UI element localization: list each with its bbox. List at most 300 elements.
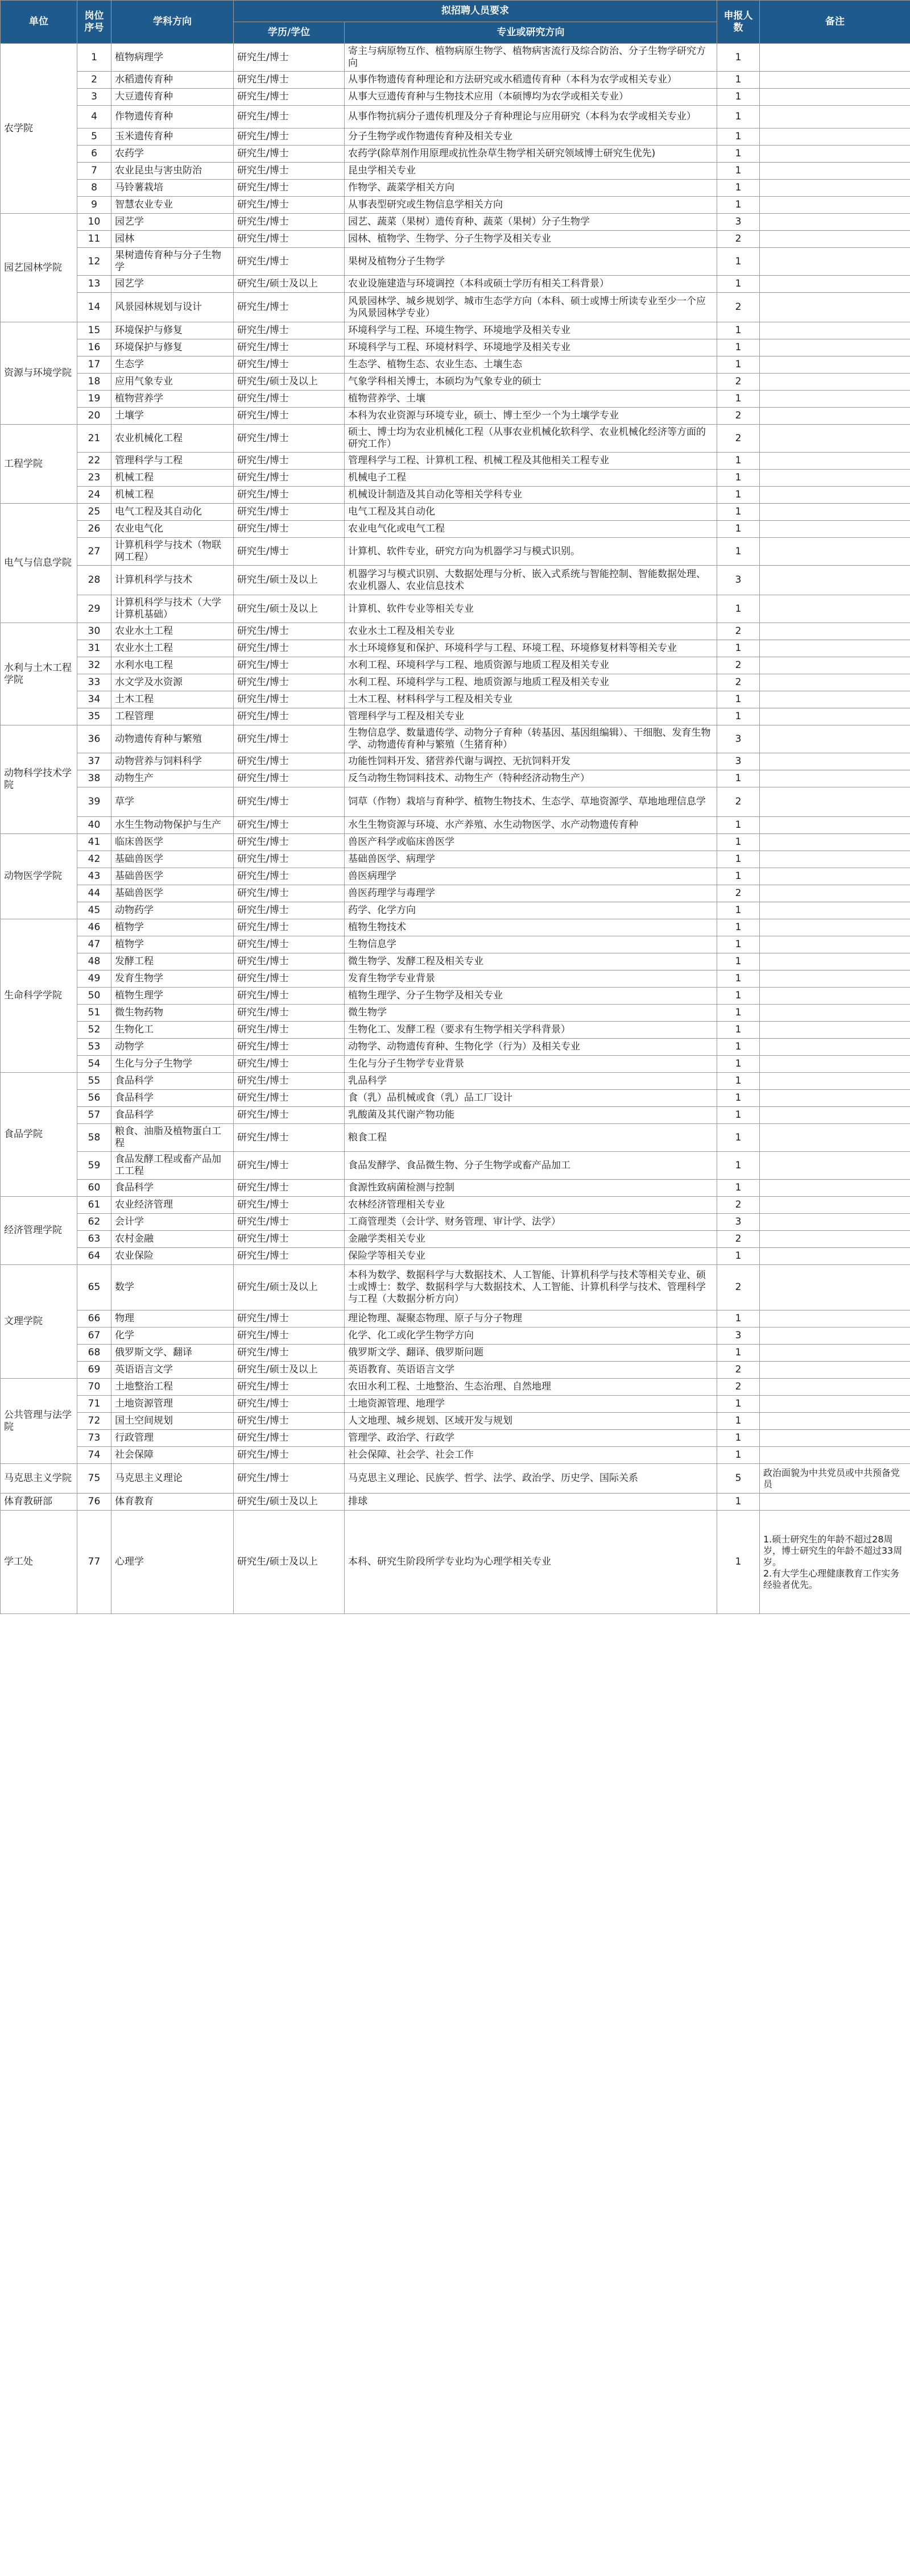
discipline-cell: 粮食、油脂及植物蛋白工程 (111, 1124, 234, 1152)
count-cell: 3 (717, 214, 760, 231)
table-row (1, 1180, 910, 1197)
post-no-cell: 43 (77, 868, 111, 885)
major-cell: 本科为数学、数据科学与大数据技术、人工智能、计算机科学与技术等相关专业、硕士或博士：数学、数据科学与大数据技术、人工智能、计算机科学与技术、管理科学与工程（大数据分析方向） (345, 1265, 717, 1310)
discipline-cell: 园林 (111, 231, 234, 248)
major-cell: 基础兽医学、病理学 (345, 851, 717, 868)
degree-cell: 研究生/硕士及以上 (234, 595, 345, 623)
remark-cell (760, 919, 910, 936)
discipline-cell: 行政管理 (111, 1430, 234, 1447)
major-cell: 饲草（作物）栽培与育种学、植物生物技术、生态学、草地资源学、草地地理信息学 (345, 787, 717, 817)
degree-cell: 研究生/博士 (234, 44, 345, 72)
count-cell: 1 (717, 691, 760, 708)
table-row (1, 180, 910, 197)
remark-cell (760, 1430, 910, 1447)
count-cell: 1 (717, 1107, 760, 1124)
table-row (1, 504, 910, 521)
discipline-cell: 动物生产 (111, 770, 234, 787)
table-row (1, 231, 910, 248)
table-row (1, 408, 910, 425)
remark-cell (760, 276, 910, 293)
major-cell: 土地资源管理、地理学 (345, 1396, 717, 1413)
table-row (1, 89, 910, 106)
header-major: 专业或研究方向 (345, 22, 717, 44)
count-cell: 1 (717, 72, 760, 89)
remark-cell (760, 691, 910, 708)
table-row (1, 566, 910, 595)
post-no-cell: 18 (77, 374, 111, 391)
remark-cell (760, 787, 910, 817)
major-cell: 水土环境修复和保护、环境科学与工程、环境工程、环境修复材料等相关专业 (345, 640, 717, 657)
count-cell: 1 (717, 851, 760, 868)
major-cell: 管理学、政治学、行政学 (345, 1430, 717, 1447)
discipline-cell: 微生物药物 (111, 1005, 234, 1022)
major-cell: 食（乳）品机械或食（乳）品工厂设计 (345, 1090, 717, 1107)
post-no-cell: 30 (77, 623, 111, 640)
post-no-cell: 51 (77, 1005, 111, 1022)
remark-cell (760, 1152, 910, 1180)
remark-cell (760, 339, 910, 356)
discipline-cell: 农村金融 (111, 1231, 234, 1248)
remark-cell (760, 1310, 910, 1328)
degree-cell: 研究生/博士 (234, 538, 345, 566)
discipline-cell: 草学 (111, 787, 234, 817)
degree-cell: 研究生/博士 (234, 1231, 345, 1248)
remark-cell (760, 1248, 910, 1265)
discipline-cell: 土地资源管理 (111, 1396, 234, 1413)
unit-cell: 生命科学学院 (1, 919, 77, 1073)
major-cell: 水利工程、环境科学与工程、地质资源与地质工程及相关专业 (345, 674, 717, 691)
table-row (1, 919, 910, 936)
count-cell: 1 (717, 868, 760, 885)
count-cell: 1 (717, 128, 760, 146)
table-row (1, 1005, 910, 1022)
degree-cell: 研究生/博士 (234, 1005, 345, 1022)
post-no-cell: 77 (77, 1511, 111, 1614)
count-cell: 1 (717, 817, 760, 834)
remark-cell (760, 770, 910, 787)
discipline-cell: 发酵工程 (111, 953, 234, 970)
count-cell: 2 (717, 1197, 760, 1214)
post-no-cell: 13 (77, 276, 111, 293)
post-no-cell: 75 (77, 1464, 111, 1494)
remark-cell (760, 391, 910, 408)
remark-cell (760, 408, 910, 425)
count-cell: 1 (717, 89, 760, 106)
degree-cell: 研究生/博士 (234, 1090, 345, 1107)
major-cell: 园艺、蔬菜（果树）遗传育种、蔬菜（果树）分子生物学 (345, 214, 717, 231)
major-cell: 农药学(除草剂作用原理或抗性杂草生物学相关研究领域博士研究生优先) (345, 146, 717, 163)
table-row (1, 640, 910, 657)
remark-cell (760, 1494, 910, 1511)
remark-cell (760, 623, 910, 640)
post-no-cell: 5 (77, 128, 111, 146)
major-cell: 生态学、植物生态、农业生态、土壤生态 (345, 356, 717, 374)
remark-cell (760, 1328, 910, 1345)
count-cell: 1 (717, 248, 760, 276)
table-row (1, 770, 910, 787)
remark-cell (760, 1180, 910, 1197)
count-cell: 3 (717, 1214, 760, 1231)
remark-cell (760, 1265, 910, 1310)
count-cell: 1 (717, 919, 760, 936)
major-cell: 生物化工、发酵工程（要求有生物学相关学科背景） (345, 1022, 717, 1039)
post-no-cell: 45 (77, 902, 111, 919)
count-cell: 1 (717, 180, 760, 197)
table-row (1, 470, 910, 487)
post-no-cell: 23 (77, 470, 111, 487)
post-no-cell: 29 (77, 595, 111, 623)
degree-cell: 研究生/博士 (234, 919, 345, 936)
remark-cell (760, 72, 910, 89)
remark-cell (760, 1379, 910, 1396)
remark-cell (760, 1396, 910, 1413)
table-row (1, 163, 910, 180)
degree-cell: 研究生/博士 (234, 1328, 345, 1345)
remark-cell (760, 1447, 910, 1464)
post-no-cell: 50 (77, 988, 111, 1005)
table-row (1, 1430, 910, 1447)
discipline-cell: 生态学 (111, 356, 234, 374)
major-cell: 药学、化学方向 (345, 902, 717, 919)
count-cell: 3 (717, 1328, 760, 1345)
table-row (1, 1248, 910, 1265)
remark-cell (760, 453, 910, 470)
major-cell: 环境科学与工程、环境生物学、环境地学及相关专业 (345, 322, 717, 339)
degree-cell: 研究生/博士 (234, 1197, 345, 1214)
post-no-cell: 1 (77, 44, 111, 72)
count-cell: 1 (717, 1413, 760, 1430)
count-cell: 1 (717, 1039, 760, 1056)
degree-cell: 研究生/博士 (234, 953, 345, 970)
discipline-cell: 国土空间规划 (111, 1413, 234, 1430)
major-cell: 管理科学与工程、计算机工程、机械工程及其他相关工程专业 (345, 453, 717, 470)
post-no-cell: 38 (77, 770, 111, 787)
remark-cell (760, 248, 910, 276)
post-no-cell: 24 (77, 487, 111, 504)
post-no-cell: 16 (77, 339, 111, 356)
post-no-cell: 62 (77, 1214, 111, 1231)
discipline-cell: 工程管理 (111, 708, 234, 725)
discipline-cell: 农药学 (111, 146, 234, 163)
table-row (1, 595, 910, 623)
count-cell: 1 (717, 470, 760, 487)
unit-cell: 公共管理与法学院 (1, 1379, 77, 1464)
remark-cell (760, 163, 910, 180)
table-row (1, 248, 910, 276)
major-cell: 植物生理学、分子生物学及相关专业 (345, 988, 717, 1005)
degree-cell: 研究生/博士 (234, 640, 345, 657)
degree-cell: 研究生/博士 (234, 1039, 345, 1056)
remark-cell: 政治面貌为中共党员或中共预备党员 (760, 1464, 910, 1494)
table-row (1, 1107, 910, 1124)
major-cell: 兽医药理学与毒理学 (345, 885, 717, 902)
degree-cell: 研究生/博士 (234, 787, 345, 817)
degree-cell: 研究生/硕士及以上 (234, 1362, 345, 1379)
post-no-cell: 36 (77, 725, 111, 753)
degree-cell: 研究生/博士 (234, 1073, 345, 1090)
degree-cell: 研究生/硕士及以上 (234, 374, 345, 391)
remark-cell (760, 902, 910, 919)
table-row (1, 1310, 910, 1328)
table-row (1, 674, 910, 691)
post-no-cell: 25 (77, 504, 111, 521)
post-no-cell: 10 (77, 214, 111, 231)
count-cell: 1 (717, 1248, 760, 1265)
degree-cell: 研究生/博士 (234, 1345, 345, 1362)
table-row (1, 902, 910, 919)
post-no-cell: 57 (77, 1107, 111, 1124)
table-row (1, 885, 910, 902)
post-no-cell: 22 (77, 453, 111, 470)
major-cell: 风景园林学、城乡规划学、城市生态学方向（本科、硕士或博士所读专业至少一个应为风景园林学专业） (345, 293, 717, 322)
remark-cell (760, 146, 910, 163)
major-cell: 昆虫学相关专业 (345, 163, 717, 180)
major-cell: 农业设施建造与环境调控（本科或硕士学历有相关工科背景） (345, 276, 717, 293)
major-cell: 兽医病理学 (345, 868, 717, 885)
remark-cell (760, 674, 910, 691)
discipline-cell: 环境保护与修复 (111, 322, 234, 339)
post-no-cell: 4 (77, 106, 111, 128)
count-cell: 1 (717, 1124, 760, 1152)
discipline-cell: 食品科学 (111, 1073, 234, 1090)
header-count: 申报人数 (717, 1, 760, 44)
header-unit: 单位 (1, 1, 77, 44)
post-no-cell: 68 (77, 1345, 111, 1362)
table-row (1, 725, 910, 753)
degree-cell: 研究生/博士 (234, 408, 345, 425)
count-cell: 1 (717, 988, 760, 1005)
count-cell: 1 (717, 106, 760, 128)
table-row (1, 487, 910, 504)
remark-cell (760, 640, 910, 657)
discipline-cell: 农业水土工程 (111, 623, 234, 640)
post-no-cell: 74 (77, 1447, 111, 1464)
post-no-cell: 12 (77, 248, 111, 276)
table-row (1, 953, 910, 970)
unit-cell: 电气与信息学院 (1, 504, 77, 623)
degree-cell: 研究生/博士 (234, 970, 345, 988)
major-cell: 从事作物遗传育种理论和方法研究或水稻遗传育种（本科为农学或相关专业） (345, 72, 717, 89)
major-cell: 乳酸菌及其代谢产物功能 (345, 1107, 717, 1124)
count-cell: 2 (717, 623, 760, 640)
remark-cell (760, 1413, 910, 1430)
count-cell: 1 (717, 276, 760, 293)
post-no-cell: 39 (77, 787, 111, 817)
count-cell: 1 (717, 1005, 760, 1022)
major-cell: 生物信息学 (345, 936, 717, 953)
major-cell: 动物学、动物遗传育种、生物化学（行为）及相关专业 (345, 1039, 717, 1056)
unit-cell: 动物科学技术学院 (1, 725, 77, 834)
remark-cell (760, 1022, 910, 1039)
count-cell: 1 (717, 356, 760, 374)
unit-cell: 文理学院 (1, 1265, 77, 1379)
remark-cell (760, 1005, 910, 1022)
post-no-cell: 61 (77, 1197, 111, 1214)
major-cell: 人文地理、城乡规划、区域开发与规划 (345, 1413, 717, 1430)
discipline-cell: 生物化工 (111, 1022, 234, 1039)
discipline-cell: 俄罗斯文学、翻译 (111, 1345, 234, 1362)
degree-cell: 研究生/博士 (234, 293, 345, 322)
count-cell: 2 (717, 657, 760, 674)
table-row (1, 356, 910, 374)
discipline-cell: 水利水电工程 (111, 657, 234, 674)
degree-cell: 研究生/博士 (234, 1152, 345, 1180)
discipline-cell: 化学 (111, 1328, 234, 1345)
discipline-cell: 水生生物动物保护与生产 (111, 817, 234, 834)
major-cell: 农业水土工程及相关专业 (345, 623, 717, 640)
discipline-cell: 植物营养学 (111, 391, 234, 408)
table-row (1, 1231, 910, 1248)
remark-cell (760, 356, 910, 374)
table-row (1, 657, 910, 674)
remark-cell (760, 1214, 910, 1231)
table-row (1, 936, 910, 953)
table-row (1, 970, 910, 988)
table-row (1, 1073, 910, 1090)
unit-cell: 经济管理学院 (1, 1197, 77, 1265)
discipline-cell: 计算机科学与技术 (111, 566, 234, 595)
post-no-cell: 47 (77, 936, 111, 953)
post-no-cell: 58 (77, 1124, 111, 1152)
major-cell: 农林经济管理相关专业 (345, 1197, 717, 1214)
remark-cell (760, 885, 910, 902)
count-cell: 1 (717, 1090, 760, 1107)
post-no-cell: 35 (77, 708, 111, 725)
remark-cell (760, 953, 910, 970)
degree-cell: 研究生/博士 (234, 1379, 345, 1396)
table-row (1, 197, 910, 214)
table-row (1, 276, 910, 293)
post-no-cell: 73 (77, 1430, 111, 1447)
count-cell: 1 (717, 595, 760, 623)
discipline-cell: 植物学 (111, 919, 234, 936)
post-no-cell: 49 (77, 970, 111, 988)
unit-cell: 工程学院 (1, 425, 77, 504)
post-no-cell: 31 (77, 640, 111, 657)
major-cell: 社会保障、社会学、社会工作 (345, 1447, 717, 1464)
major-cell: 寄主与病原物互作、植物病原生物学、植物病害流行及综合防治、分子生物学研究方向 (345, 44, 717, 72)
remark-cell (760, 293, 910, 322)
discipline-cell: 植物病理学 (111, 44, 234, 72)
major-cell: 英语教育、英语语言文学 (345, 1362, 717, 1379)
remark-cell (760, 657, 910, 674)
remark-cell (760, 1107, 910, 1124)
major-cell: 微生物学 (345, 1005, 717, 1022)
discipline-cell: 土木工程 (111, 691, 234, 708)
table-row (1, 146, 910, 163)
count-cell: 1 (717, 487, 760, 504)
discipline-cell: 基础兽医学 (111, 885, 234, 902)
count-cell: 1 (717, 970, 760, 988)
degree-cell: 研究生/博士 (234, 453, 345, 470)
discipline-cell: 玉米遗传育种 (111, 128, 234, 146)
remark-cell (760, 1073, 910, 1090)
major-cell: 硕士、博士均为农业机械化工程（从事农业机械化软科学、农业机械化经济等方面的研究工作） (345, 425, 717, 453)
remark-cell (760, 521, 910, 538)
post-no-cell: 72 (77, 1413, 111, 1430)
degree-cell: 研究生/博士 (234, 674, 345, 691)
major-cell: 兽医产科学或临床兽医学 (345, 834, 717, 851)
major-cell: 食源性致病菌检测与控制 (345, 1180, 717, 1197)
table-row (1, 1494, 910, 1511)
count-cell: 1 (717, 453, 760, 470)
discipline-cell: 园艺学 (111, 214, 234, 231)
remark-cell (760, 1039, 910, 1056)
count-cell: 1 (717, 197, 760, 214)
major-cell: 机械设计制造及其自动化等相关学科专业 (345, 487, 717, 504)
major-cell: 从事作物抗病分子遗传机理及分子育种理论与应用研究（本科为农学或相关专业） (345, 106, 717, 128)
count-cell: 1 (717, 339, 760, 356)
discipline-cell: 环境保护与修复 (111, 339, 234, 356)
discipline-cell: 社会保障 (111, 1447, 234, 1464)
table-row (1, 691, 910, 708)
degree-cell: 研究生/博士 (234, 936, 345, 953)
post-no-cell: 6 (77, 146, 111, 163)
major-cell: 电气工程及其自动化 (345, 504, 717, 521)
table-row (1, 1345, 910, 1362)
degree-cell: 研究生/硕士及以上 (234, 1494, 345, 1511)
discipline-cell: 食品科学 (111, 1090, 234, 1107)
header-requirements: 拟招聘人员要求 (234, 1, 717, 22)
degree-cell: 研究生/硕士及以上 (234, 1511, 345, 1614)
discipline-cell: 大豆遗传育种 (111, 89, 234, 106)
header-remark: 备注 (760, 1, 910, 44)
degree-cell: 研究生/博士 (234, 725, 345, 753)
table-row (1, 1214, 910, 1231)
post-no-cell: 60 (77, 1180, 111, 1197)
major-cell: 保险学等相关专业 (345, 1248, 717, 1265)
discipline-cell: 马克思主义理论 (111, 1464, 234, 1494)
major-cell: 计算机、软件专业等相关专业 (345, 595, 717, 623)
post-no-cell: 15 (77, 322, 111, 339)
major-cell: 本科、研究生阶段所学专业均为心理学相关专业 (345, 1511, 717, 1614)
post-no-cell: 55 (77, 1073, 111, 1090)
remark-cell (760, 851, 910, 868)
unit-cell: 水利与土木工程学院 (1, 623, 77, 725)
count-cell: 5 (717, 1464, 760, 1494)
discipline-cell: 农业电气化 (111, 521, 234, 538)
table-row (1, 1511, 910, 1614)
header-discipline: 学科方向 (111, 1, 234, 44)
table-row (1, 391, 910, 408)
degree-cell: 研究生/博士 (234, 89, 345, 106)
remark-cell (760, 708, 910, 725)
discipline-cell: 土壤学 (111, 408, 234, 425)
post-no-cell: 52 (77, 1022, 111, 1039)
discipline-cell: 物理 (111, 1310, 234, 1328)
count-cell: 1 (717, 1180, 760, 1197)
discipline-cell: 动物药学 (111, 902, 234, 919)
table-row (1, 1328, 910, 1345)
major-cell: 机器学习与模式识别、大数据处理与分析、嵌入式系统与智能控制、智能数据处理、农业机器人、农业信息技术 (345, 566, 717, 595)
header-degree: 学历/学位 (234, 22, 345, 44)
remark-cell (760, 180, 910, 197)
remark-cell (760, 89, 910, 106)
remark-cell (760, 1056, 910, 1073)
count-cell: 1 (717, 391, 760, 408)
degree-cell: 研究生/博士 (234, 817, 345, 834)
degree-cell: 研究生/博士 (234, 521, 345, 538)
major-cell: 作物学、蔬菜学相关方向 (345, 180, 717, 197)
degree-cell: 研究生/博士 (234, 1056, 345, 1073)
post-no-cell: 67 (77, 1328, 111, 1345)
table-row (1, 106, 910, 128)
table-row (1, 293, 910, 322)
table-row (1, 1362, 910, 1379)
table-row (1, 322, 910, 339)
post-no-cell: 9 (77, 197, 111, 214)
remark-cell (760, 1231, 910, 1248)
